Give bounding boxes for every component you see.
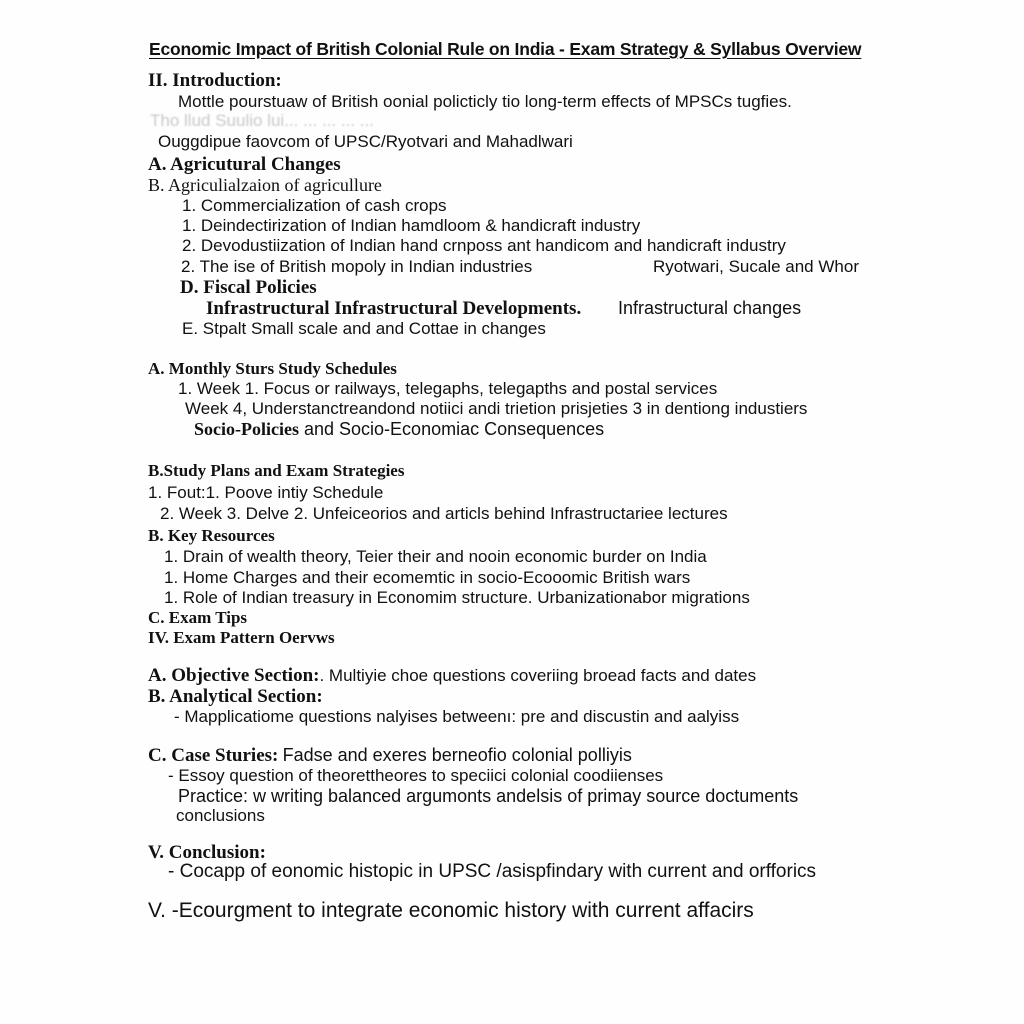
text-line (194, 420, 604, 438)
text-line (148, 746, 632, 765)
list-item: 1. Week 1. Focus or railways, telegaphs, telegapths and postal services (178, 379, 718, 398)
section-heading: D. Fiscal Policies (180, 277, 317, 298)
text-line: Infrastructural changes (618, 298, 802, 318)
text-line (148, 666, 756, 685)
list-item: 1. Drain of wealth theory, Teier their and nooin economic burder on India (164, 547, 707, 566)
list-item: E. Stpalt Small scale and and Cottae in changes (182, 319, 546, 338)
list-item: 2. Week 3. Delve 2. Unfeiceorios and articls behind Infrastructariee lectures (160, 504, 728, 523)
subsection-heading: Infrastructural Infrastructural Developments. (206, 298, 582, 319)
list-item: 1. Home Charges and their ecomemtic in socio-Ecooomic British wars (164, 568, 691, 587)
list-item: 1. Role of Indian treasury in Economim structure. Urbanizationabor migrations (164, 588, 750, 607)
list-item: 2. Devodustiization of Indian hand crnposs ant handicom and handicraft industry (182, 236, 786, 255)
text-line: Practice: w writing balanced argumonts andelsis of primay source doctuments (178, 786, 799, 806)
list-item: - Essoy question of theorettheores to speciici colonial coodiienses (168, 766, 664, 785)
section-heading: A. Agricutural Changes (148, 154, 341, 175)
text-line-bold: Socio-Policies (194, 419, 299, 439)
case-studies-heading: C. Case Sturies: (148, 745, 279, 766)
text-line: Mottle pourstuaw of British oonial policticly tio long-term effects of MPSCs tugfies. (178, 92, 792, 111)
text-line: - Cocapp of eonomic histopic in UPSC /asispfindary with current and orfforics (168, 861, 817, 882)
section-heading: IV. Exam Pattern Oervws (148, 628, 335, 647)
closing-line: V. -Ecourgment to integrate economic history with current affacirs (148, 899, 754, 922)
section-heading: B. Analytical Section: (148, 686, 323, 707)
list-item: 2. The ise of British mopoly in Indian industries (181, 257, 533, 276)
list-item-right: Ryotwari, Sucale and Whor (653, 257, 859, 276)
text-line: B. Agriculialzaion of agricullure (148, 175, 382, 195)
section-heading: B.Study Plans and Exam Strategies (148, 461, 405, 480)
faded-text-line: Tho llud Suulio lui... ... ... ... ... (150, 111, 374, 130)
text-line: Ouggdipue faovcom of UPSC/Ryotvari and Mahadlwari (158, 132, 573, 151)
document-title: Economic Impact of British Colonial Rule on India - Exam Strategy & Syllabus Overview (149, 39, 862, 59)
section-heading-introduction: II. Introduction: (148, 70, 282, 91)
objective-heading: A. Objective Section: (148, 665, 320, 686)
section-heading-conclusion: V. Conclusion: (148, 842, 266, 863)
list-item: 1. Deindectirization of Indian hamdloom & handicraft industry (182, 216, 641, 235)
section-heading: C. Exam Tips (148, 608, 248, 627)
list-item: 1. Fout:1. Poove intiy Schedule (148, 483, 384, 502)
list-item: 1. Commercialization of cash crops (182, 196, 447, 215)
list-item: Week 4, Understanctreandond notiici andi trietion prisjeties 3 in dentiong industiers (185, 399, 808, 418)
section-heading: A. Monthly Sturs Study Schedules (148, 359, 397, 378)
list-item: - Mapplicatiome questions nalyises betweenı: pre and discustin and aalyiss (174, 707, 740, 726)
case-studies-text: Fadse and exeres berneofio colonial polliyis (282, 745, 632, 765)
text-line: conclusions (176, 806, 265, 825)
text-line-rest: and Socio-Economiac Consequences (304, 419, 605, 439)
section-heading: B. Key Resources (148, 526, 275, 545)
objective-text: . Multiyie choe questions coveriing broead facts and dates (319, 666, 757, 685)
